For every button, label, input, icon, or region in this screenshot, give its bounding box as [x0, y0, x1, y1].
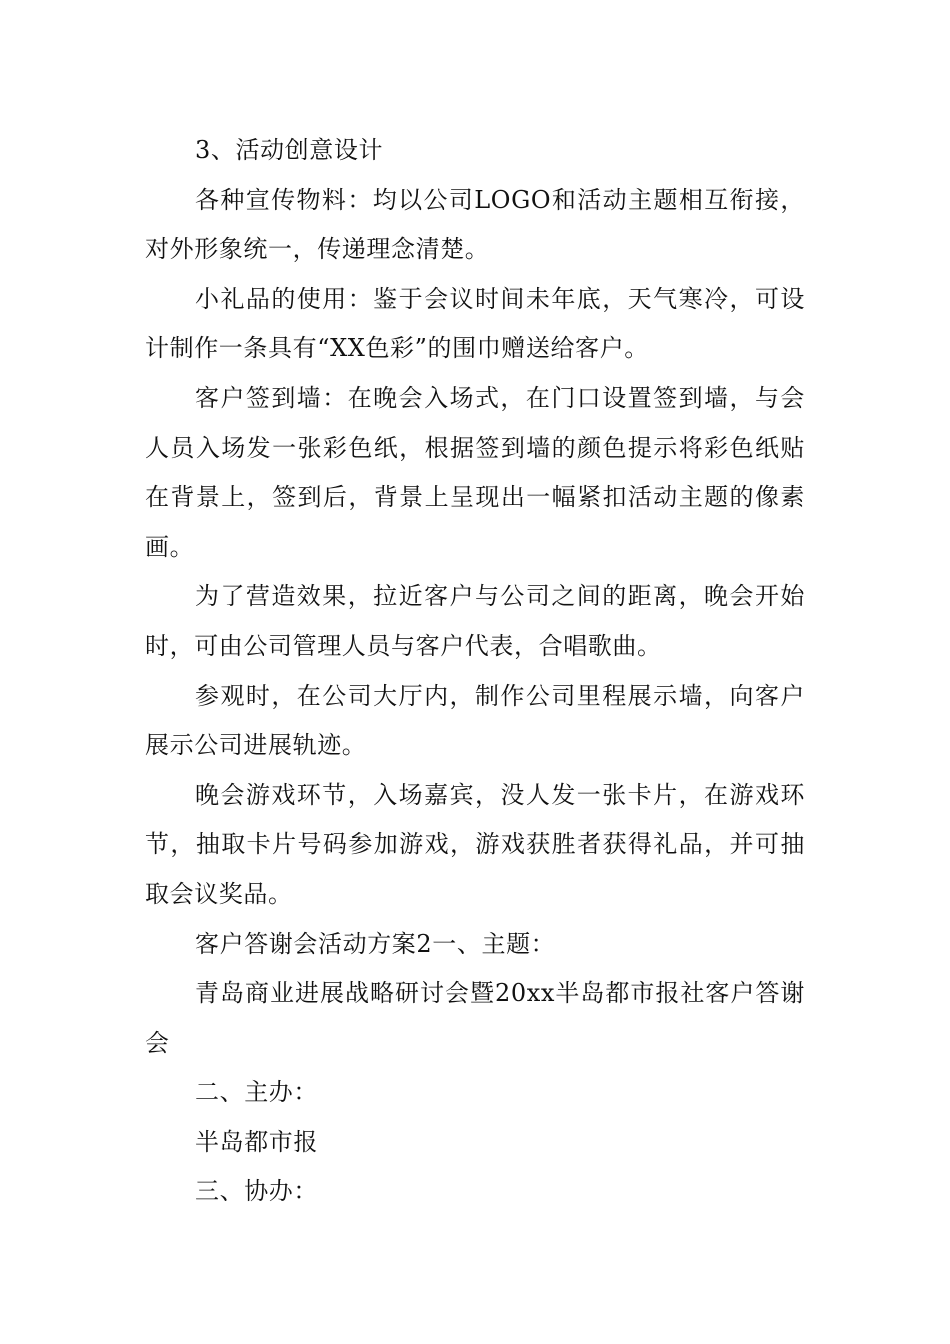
- paragraph-promo-materials: 各种宣传物料：均以公司LOGO和活动主题相互衔接，对外形象统一，传递理念清楚。: [145, 185, 805, 264]
- paragraph-signin-wall: 客户签到墙：在晚会入场式，在门口设置签到墙，与会人员入场发一张彩色纸，根据签到墙的颜色提示将彩色纸贴在背景上，签到后，背景上呈现出一幅紧扣活动主题的像素画。: [145, 383, 805, 561]
- paragraph-theme-text: 青岛商业进展战略研讨会暨20xx半岛都市报社客户答谢会: [145, 979, 805, 1057]
- heading-co-organizer: 三、协办：: [195, 1177, 318, 1206]
- paragraph-small-gifts: 小礼品的使用：鉴于会议时间未年底，天气寒冷，可设计制作一条具有“XX色彩”的围巾赠送给客户。: [145, 284, 805, 363]
- paragraph-visit: 参观时，在公司大厅内，制作公司里程展示墙，向客户展示公司进展轨迹。: [145, 681, 805, 760]
- paragraph-games: 晚会游戏环节，入场嘉宾，没人发一张卡片，在游戏环节，抽取卡片号码参加游戏，游戏获胜者获得礼品，并可抽取会议奖品。: [145, 780, 805, 908]
- heading-organizer: 二、主办：: [195, 1078, 318, 1107]
- section-heading-creative-design: 3、活动创意设计: [195, 136, 384, 164]
- paragraph-organizer-name: 半岛都市报: [195, 1127, 318, 1156]
- paragraph-plan-2-theme: 客户答谢会活动方案2一、主题：: [195, 929, 556, 958]
- document-body: [145, 126, 805, 1217]
- paragraph-chorus: 为了营造效果，拉近客户与公司之间的距离，晚会开始时，可由公司管理人员与客户代表，合唱歌曲。: [145, 582, 805, 660]
